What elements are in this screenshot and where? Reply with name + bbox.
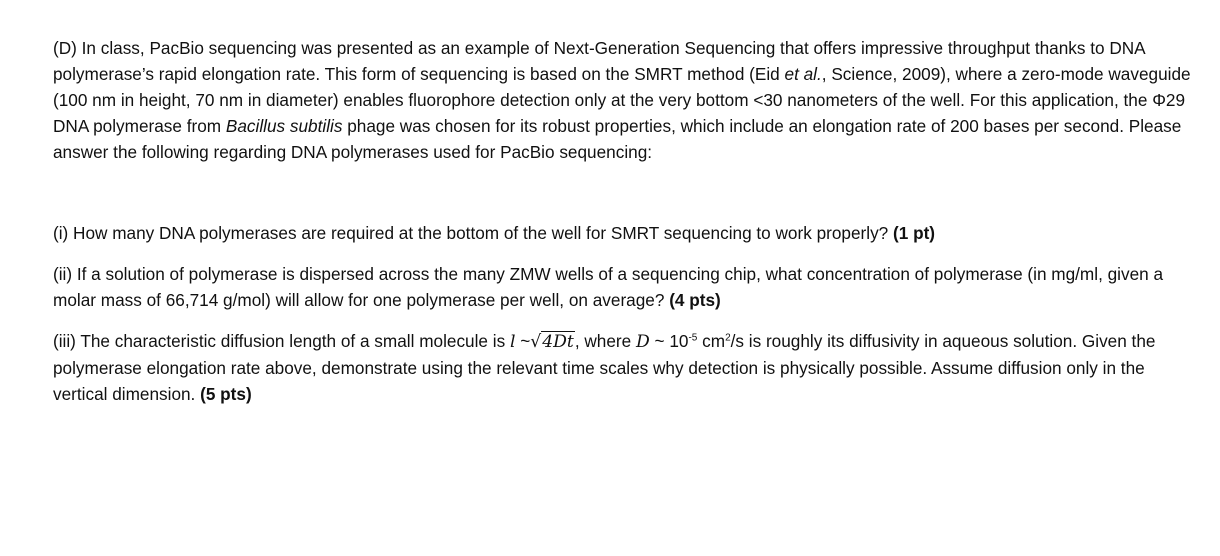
intro-paragraph — [53, 35, 1203, 165]
document-body — [53, 35, 1203, 407]
math-var-l: l — [509, 332, 516, 352]
sqrt-radicand: 4Dt — [542, 332, 574, 352]
question-iii-text-a: (iii) The characteristic diffusion length of a small molecule is — [53, 331, 510, 351]
math-exponent-neg5: -5 — [688, 332, 698, 344]
math-tilde: ~ — [515, 331, 531, 351]
sqrt-symbol: √ — [530, 332, 542, 352]
question-ii — [53, 261, 1203, 313]
question-ii-points: (4 pts) — [669, 290, 721, 310]
question-iii — [53, 328, 1203, 407]
question-i-text: (i) How many DNA polymerases are required at the bottom of the well for SMRT sequencing to work properly? — [53, 223, 894, 243]
question-iii-text-b: , where — [574, 331, 636, 351]
intro-text-part2: , Science, 2009), where a zero-mode waveguide (100 nm in height, 70 nm in diameter) enables fluorophore detection only at the very bottom <30 nanometers of the well. For this application, the Φ29 DNA polymerase from — [53, 64, 1191, 136]
intro-text-part1: (D) In class, PacBio sequencing was presented as an example of Next-Generation Sequencing that offers impressive throughput thanks to DNA polymerase’s rapid elongation rate. This form of sequencing is based on the SMRT method (Eid — [53, 38, 1145, 84]
intro-species-name: Bacillus subtilis — [225, 116, 343, 136]
question-i-points: (1 pt) — [893, 223, 936, 243]
math-exponent-2: 2 — [725, 332, 731, 344]
math-units-cm: cm — [697, 331, 726, 351]
question-iii-points: (5 pts) — [200, 384, 252, 404]
math-approx-ten: ~ 10 — [649, 331, 689, 351]
intro-text-part3: phage was chosen for its robust properties, which include an elongation rate of 200 bases per second. Please answer the following regarding DNA polymerases used for PacBio sequencing: — [53, 116, 1182, 162]
intro-et-al: et al. — [784, 64, 822, 84]
math-var-D: D — [635, 332, 650, 352]
question-ii-text: (ii) If a solution of polymerase is dispersed across the many ZMW wells of a sequencing chip, what concentration of polymerase (in mg/ml, given a molar mass of 66,714 g/mol) will allow for one polymerase per well, on average? — [53, 264, 1164, 310]
question-i — [53, 220, 1203, 246]
question-iii-text-c: /s is roughly its diffusivity in aqueous solution. Given the polymerase elongation rate above, demonstrate using the relevant time scales why detection is physically possible. Assume diffusion only in the vertical dimension. — [53, 331, 1156, 404]
